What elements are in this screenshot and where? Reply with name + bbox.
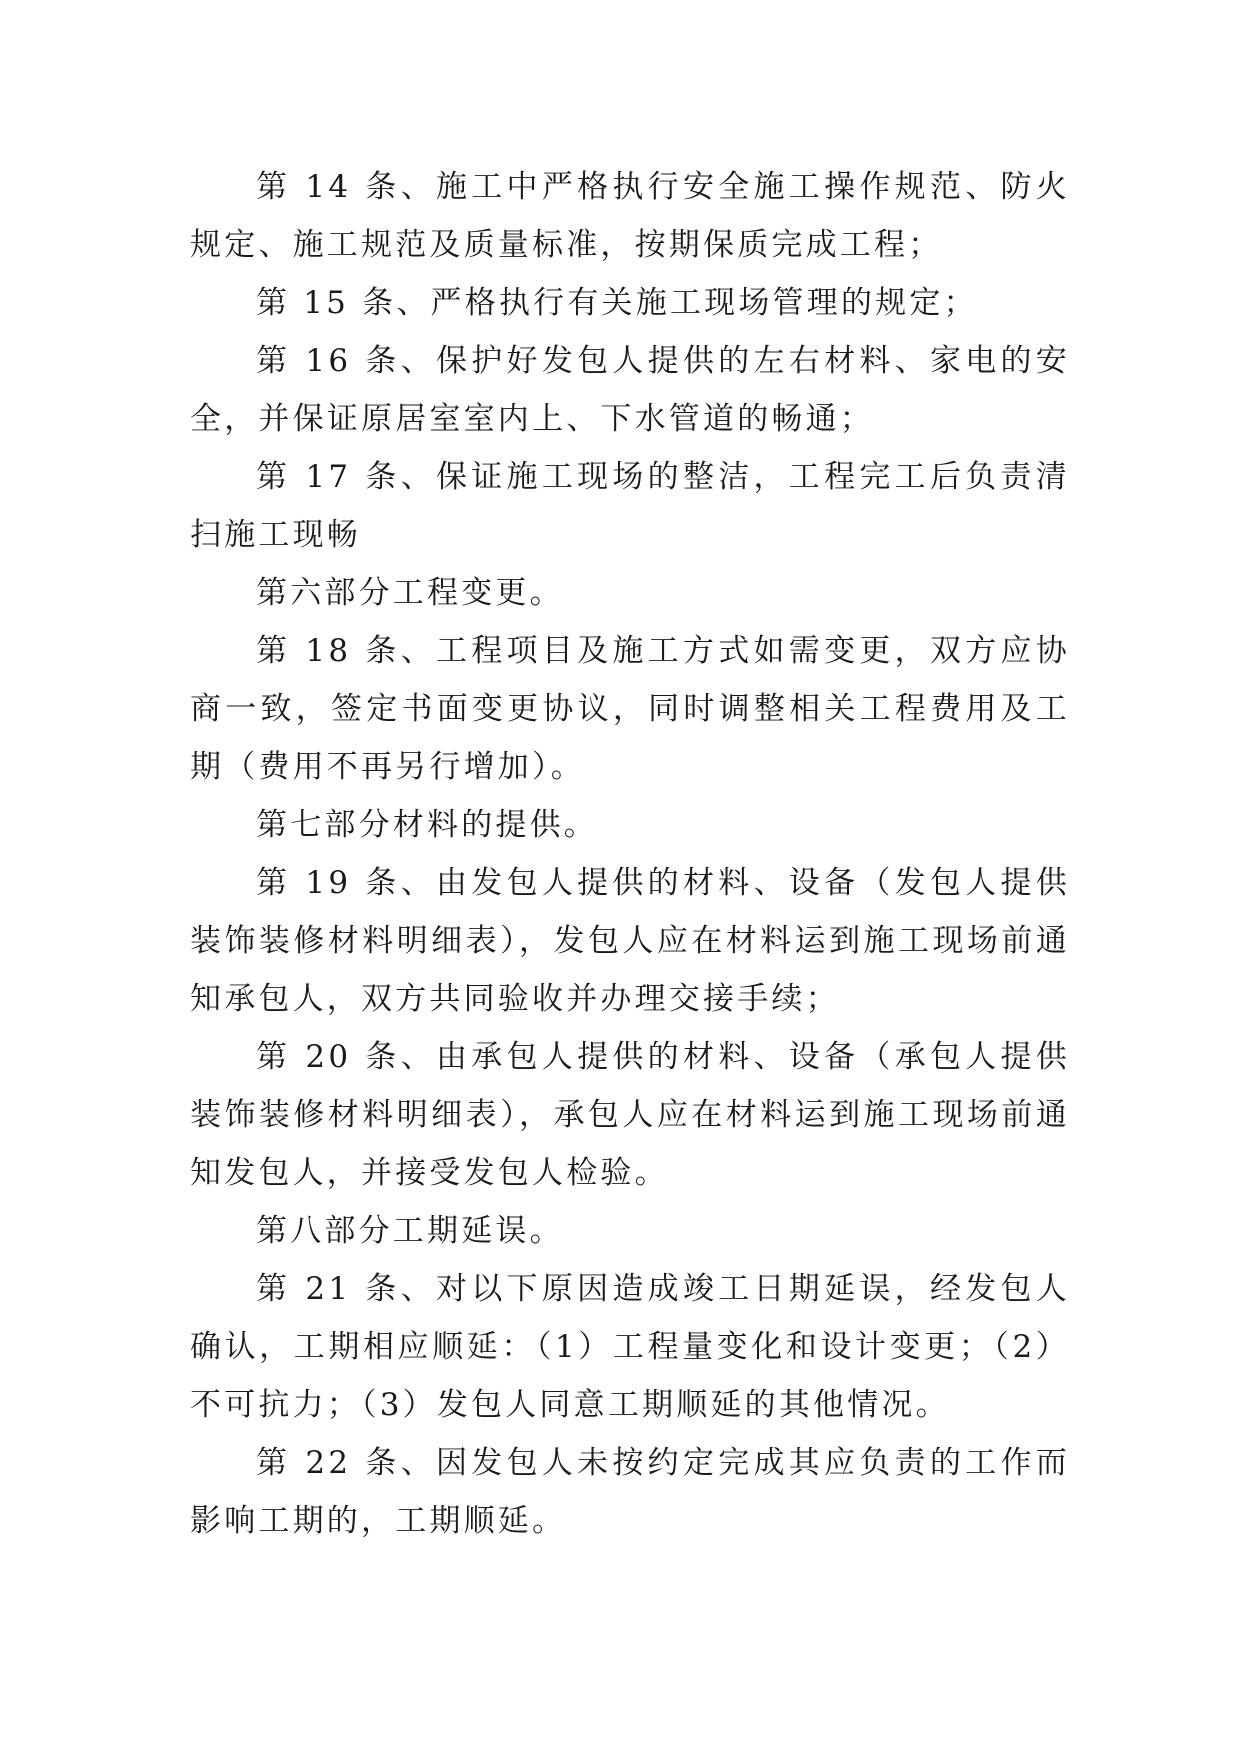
clause-17: 第 17 条、保证施工现场的整洁，工程完工后负责清扫施工现畅 bbox=[190, 459, 1070, 553]
clause-18: 第 18 条、工程项目及施工方式如需变更，双方应协商一致，签定书面变更协议，同时调整相关工程费用及工期（费用不再另行增加）。 bbox=[190, 633, 1070, 785]
document-body bbox=[190, 158, 1070, 1550]
clause-14: 第 14 条、施工中严格执行安全施工操作规范、防火规定、施工规范及质量标准，按期保质完成工程； bbox=[190, 169, 1070, 263]
clause-16: 第 16 条、保护好发包人提供的左右材料、家电的安全，并保证原居室室内上、下水管道的畅通； bbox=[190, 343, 1070, 437]
clause-20: 第 20 条、由承包人提供的材料、设备（承包人提供装饰装修材料明细表），承包人应在材料运到施工现场前通知发包人，并接受发包人检验。 bbox=[190, 1039, 1070, 1191]
section-heading-part-7: 第七部分材料的提供。 bbox=[256, 807, 598, 843]
section-heading-part-8: 第八部分工期延误。 bbox=[256, 1213, 564, 1249]
clause-21: 第 21 条、对以下原因造成竣工日期延误，经发包人确认，工期相应顺延：（1）工程量变化和设计变更；（2）不可抗力；（3）发包人同意工期顺延的其他情况。 bbox=[190, 1271, 1070, 1423]
clause-15: 第 15 条、严格执行有关施工现场管理的规定； bbox=[256, 285, 978, 321]
section-heading-part-6: 第六部分工程变更。 bbox=[256, 575, 564, 611]
clause-22: 第 22 条、因发包人未按约定完成其应负责的工作而影响工期的，工期顺延。 bbox=[190, 1445, 1070, 1539]
clause-19: 第 19 条、由发包人提供的材料、设备（发包人提供装饰装修材料明细表），发包人应在材料运到施工现场前通知承包人，双方共同验收并办理交接手续； bbox=[190, 865, 1070, 1017]
